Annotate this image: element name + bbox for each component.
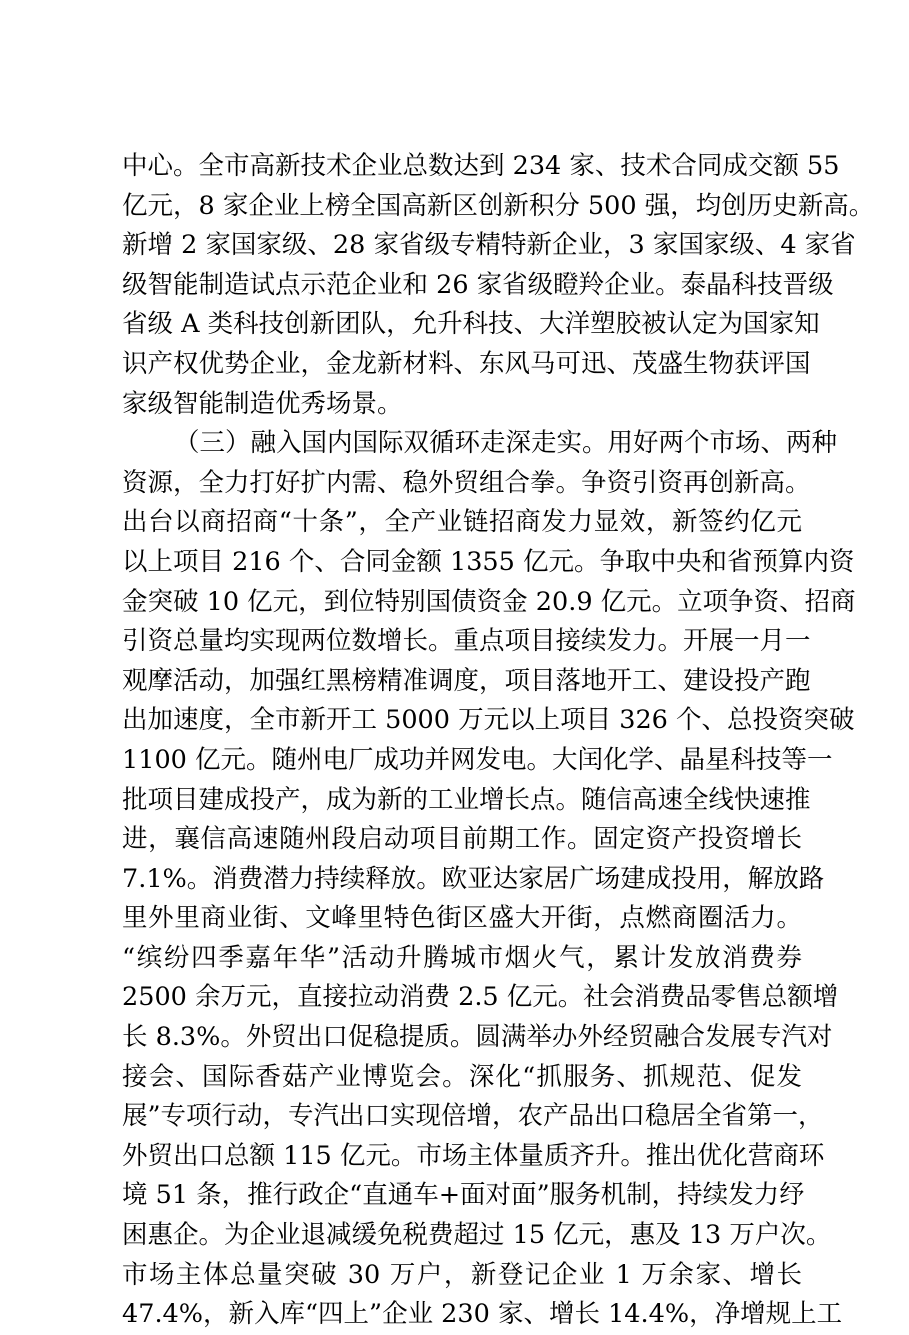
text-line: 家级智能制造优秀场景。: [122, 388, 403, 419]
text-line: 里外里商业街、文峰里特色街区盛大开街，点燃商圈活力。: [122, 903, 802, 934]
text-line: 接会、国际香菇产业博览会。深化“抓服务、抓规范、促发: [122, 1061, 802, 1092]
text-line: 引资总量均实现两位数增长。重点项目接续发力。开展一月一: [122, 626, 811, 657]
section-heading-line: （三）融入国内国际双循环走深走实。用好两个市场、两种: [174, 428, 838, 459]
text-line: 47.4%，新入库“四上”企业 230 家、增长 14.4%，净增规上工: [122, 1299, 843, 1330]
text-line: 省级 A 类科技创新团队，允升科技、大洋塑胶被认定为国家知: [122, 309, 820, 340]
text-line: 金突破 10 亿元，到位特别国债资金 20.9 亿元。立项争资、招商: [122, 586, 856, 617]
text-line: 新增 2 家国家级、28 家省级专精特新企业，3 家国家级、4 家省: [122, 230, 856, 261]
text-line: “缤纷四季嘉年华”活动升腾城市烟火气，累计发放消费券: [122, 942, 802, 973]
text-line: 中心。全市高新技术企业总数达到 234 家、技术合同成交额 55: [122, 151, 840, 181]
text-line: 级智能制造试点示范企业和 26 家省级瞪羚企业。泰晶科技晋级: [122, 269, 834, 300]
text-line: 以上项目 216 个、合同金额 1355 亿元。争取中央和省预算内资: [122, 546, 855, 577]
text-line: 境 51 条，推行政企“直通车+面对面”服务机制，持续发力纾: [122, 1180, 805, 1211]
text-line: 出台以商招商“十条”，全产业链招商发力显效，新签约亿元: [122, 507, 802, 538]
body-text: [122, 147, 875, 1335]
text-line: 观摩活动，加强红黑榜精准调度，项目落地开工、建设投产跑: [122, 665, 811, 696]
text-line: 市场主体总量突破 30 万户，新登记企业 1 万余家、增长: [122, 1259, 802, 1290]
text-line: 识产权优势企业，金龙新材料、东风马可迅、茂盛生物获评国: [122, 348, 811, 379]
text-line: 外贸出口总额 115 亿元。市场主体量质齐升。推出优化营商环: [122, 1140, 825, 1171]
text-line: 7.1%。消费潜力持续释放。欧亚达家居广场建成投用，解放路: [122, 863, 825, 894]
text-line: 长 8.3%。外贸出口促稳提质。圆满举办外经贸融合发展专汽对: [122, 1022, 833, 1053]
text-line: 1100 亿元。随州电厂成功并网发电。大闰化学、晶星科技等一: [122, 744, 833, 775]
text-line: 出加速度，全市新开工 5000 万元以上项目 326 个、总投资突破: [122, 705, 855, 736]
text-line: 进，襄信高速随州段启动项目前期工作。固定资产投资增长: [122, 824, 802, 855]
text-line: 亿元，8 家企业上榜全国高新区创新积分 500 强，均创历史新高。: [122, 190, 875, 221]
text-line: 困惠企。为企业退减缓免税费超过 15 亿元，惠及 13 万户次。: [122, 1220, 832, 1251]
text-line: 资源，全力打好扩内需、稳外贸组合拳。争资引资再创新高。: [122, 467, 811, 498]
text-line: 展”专项行动，专汽出口实现倍增，农产品出口稳居全省第一，: [122, 1101, 824, 1132]
text-line: 2500 余万元，直接拉动消费 2.5 亿元。社会消费品零售总额增: [122, 982, 839, 1013]
text-line: 批项目建成投产，成为新的工业增长点。随信高速全线快速推: [122, 784, 811, 815]
